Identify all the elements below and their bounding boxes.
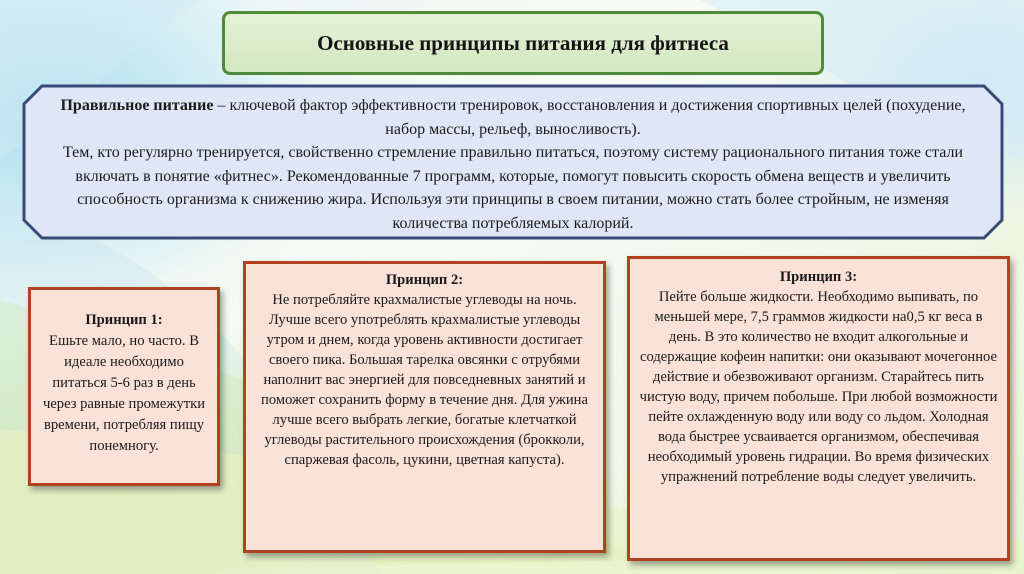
principle-card-1 — [28, 287, 220, 486]
principle-1-heading: Принцип 1: — [85, 312, 163, 328]
principle-3-heading: Принцип 3: — [779, 269, 858, 285]
principle-1-text: Ешьте мало, но часто. В идеале необходимо питаться 5-6 раз в день через равные промежутки времени, потребляя пищу понемногу. — [42, 333, 206, 454]
intro-lead-rest: – ключевой фактор эффективности тренировок, восстановления и достижения спортивных целей (похудение, набор массы, рельеф, выносливость). — [213, 97, 966, 138]
principle-2-text: Не потребляйте крахмалистые углеводы на ночь. Лучше всего употреблять крахмалистые углеводы утром и днем, когда уровень активности достигает своего пика. Большая тарелка овсянки с отрубями наполнит вас энергией для повседневных занятий и поможет сохранить форму в течение дня. Для ужина лучше всего выбрать легкие, богатые клетчаткой углеводы растительного происхождения (брокколи, спаржевая фасоль, цукини, цветная капуста). — [261, 292, 588, 468]
principle-2-heading: Принцип 2: — [385, 272, 464, 288]
title-box — [222, 11, 824, 75]
principle-3-text: Пейте больше жидкости. Необходимо выпивать, по меньшей мере, 7,5 граммов жидкости на0,5 кг веса в день. В это количество не входит алкогольные и содержащие кофеин напитки: они оказывают мочегонное действие и обезвоживают организм. Старайтесь пить чистую воду, причем побольше. При любой возможности пейте охлажденную воду или воду со льдом. Холодная вода быстрее усваивается организмом, обеспечивая необходимый уровень гидрации. Во время физических упражнений потребление воды следует увеличить. — [639, 289, 998, 485]
principle-card-3 — [627, 256, 1010, 561]
principle-card-2 — [243, 261, 606, 553]
intro-text — [60, 94, 966, 235]
intro-lead-bold: Правильное питание — [60, 97, 214, 114]
page-title: Основные принципы питания для фитнеса — [317, 30, 729, 55]
intro-body: Тем, кто регулярно тренируется, свойственно стремление правильно питаться, поэтому систему рационального питания тоже стали включать в понятие «фитнес». Рекомендованные 7 программ, которые, помогут повысить скорость обмена веществ и увеличить способность организма к снижению жира. Используя эти принципы в своем питании, можно стать более стройным, не изменяя количества потребляемых калорий. — [63, 144, 963, 232]
intro-panel — [22, 84, 1004, 240]
